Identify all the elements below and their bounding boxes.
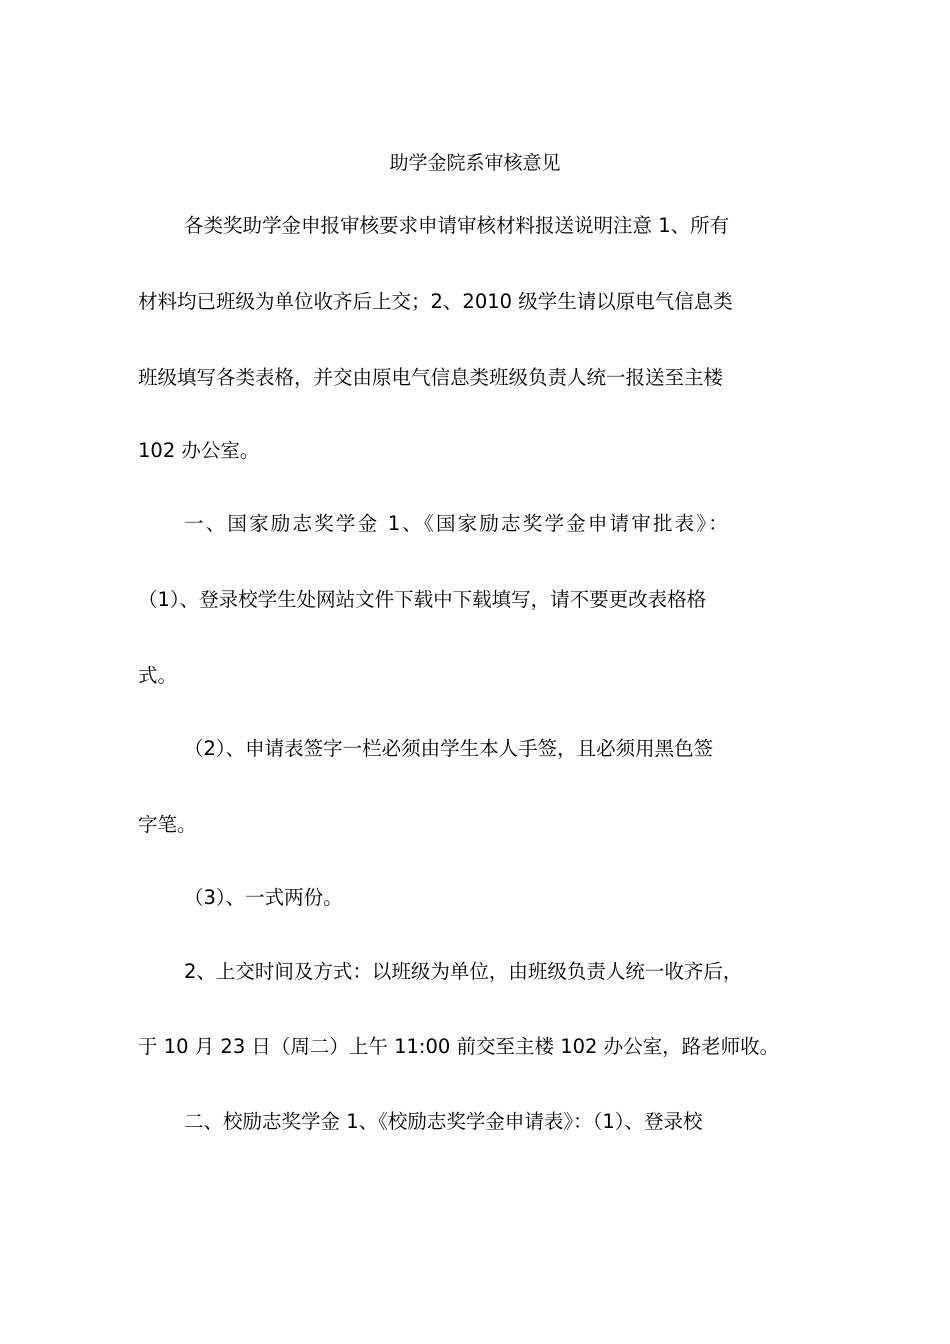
paragraph-line: 各类奖助学金申报审核要求申请审核材料报送说明注意 1、所有 [184, 214, 730, 237]
paragraph-line: （1）、登录校学生处网站文件下载中下载填写，请不要更改表格格 [138, 588, 707, 611]
paragraph-line: 2、上交时间及方式：以班级为单位，由班级负责人统一收齐后， [184, 960, 743, 983]
paragraph-line: （2）、申请表签字一栏必须由学生本人手签，且必须用黑色签 [184, 737, 714, 760]
paragraph-line: 材料均已班级为单位收齐后上交；2、2010 级学生请以原电气信息类 [138, 290, 733, 313]
paragraph-line: （3）、一式两份。 [184, 886, 343, 909]
document-title: 助学金院系审核意见 [389, 152, 561, 174]
paragraph-line: 102 办公室。 [138, 439, 260, 462]
paragraph-line: 班级填写各类表格，并交由原电气信息类班级负责人统一报送至主楼 [138, 366, 724, 389]
paragraph-line: 于 10 月 23 日（周二）上午 11:00 前交至主楼 102 办公室，路老师收。 [138, 1035, 780, 1058]
section-heading-line: 二、校励志奖学金 1、《校励志奖学金申请表》：（1）、登录校 [184, 1110, 703, 1133]
paragraph-line: 字笔。 [138, 813, 197, 836]
section-heading-line: 一、国家励志奖学金 1、《国家励志奖学金申请审批表》： [184, 512, 731, 535]
paragraph-line: 式。 [138, 664, 178, 687]
